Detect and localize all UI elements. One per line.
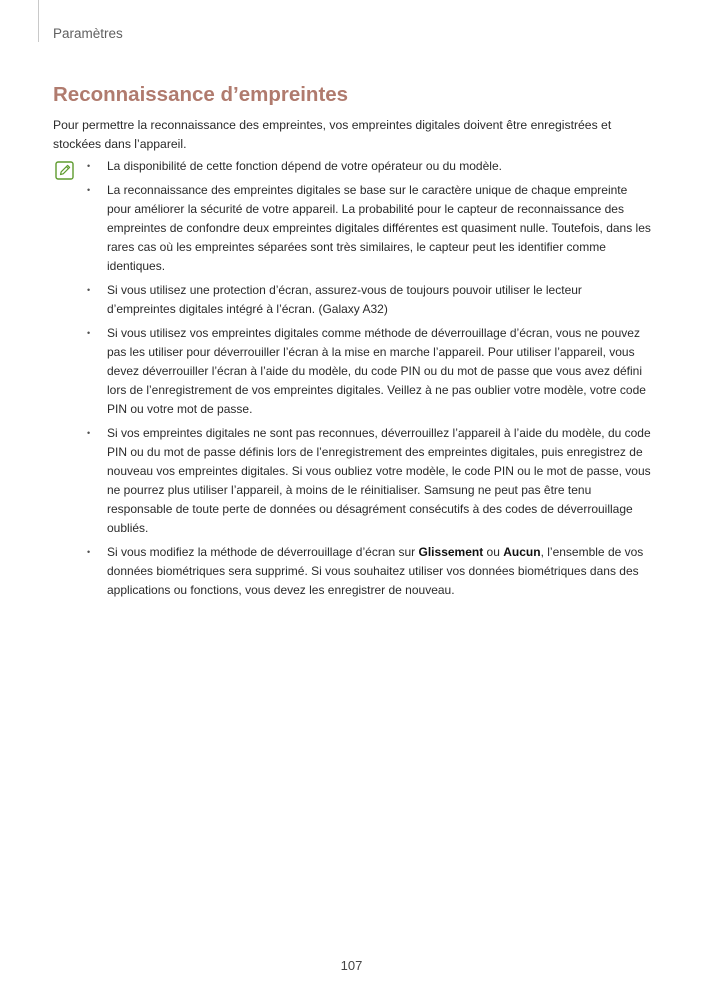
option-glissement: Glissement xyxy=(418,545,484,559)
option-aucun: Aucun xyxy=(503,545,541,559)
note-item xyxy=(87,281,651,319)
note-text: La disponibilité de cette fonction dépend de votre opérateur ou du modèle. xyxy=(107,159,502,173)
bullet-icon: • xyxy=(87,428,91,438)
header-divider xyxy=(38,0,39,42)
bullet-icon: • xyxy=(87,161,91,171)
note-item xyxy=(87,543,651,600)
note-text: La reconnaissance des empreintes digitales se base sur le caractère unique de chaque empreinte pour améliorer la sécurité de votre appareil. La probabilité pour le capteur de reconnaissance des empreintes de confondre deux empreintes digitales différentes est quasiment nulle. Toutefois, dans les rares cas où les empreintes séparées sont très similaires, le capteur peut les identifier comme identiques. xyxy=(107,183,651,273)
note-text-middle: ou xyxy=(483,545,504,559)
note-text: Si vos empreintes digitales ne sont pas reconnues, déverrouillez l’appareil à l’aide du modèle, du code PIN ou du mot de passe définis lors de l’enregistrement des empreintes digitales, puis enregistrez de nouveau vos empreintes digitales. Si vous oubliez votre modèle, le code PIN ou le mot de passe, vous ne pourrez plus utiliser l’appareil, à moins de le réinitialiser. Samsung ne peut pas être tenu responsable de toute perte de données ou désagrément consécutifs à des codes de déverrouillage oubliés. xyxy=(107,426,651,535)
notes-list xyxy=(87,157,651,605)
bullet-icon: • xyxy=(87,547,91,557)
note-text-after: , l’ensemble de vos données biométriques sera supprimé. Si vous souhaitez utiliser vos données biométriques dans des applications ou fonctions, vous devez les enregistrer de nouveau. xyxy=(107,545,644,597)
note-item xyxy=(87,157,651,176)
note-item xyxy=(87,181,651,276)
intro-paragraph: Pour permettre la reconnaissance des empreintes, vos empreintes digitales doivent être enregistrées et stockées dans l’appareil. xyxy=(53,118,612,151)
note-item xyxy=(87,324,651,419)
note-text-before: Si vous modifiez la méthode de déverrouillage d’écran sur xyxy=(107,545,419,559)
note-pencil-icon xyxy=(55,161,74,180)
note-text: Si vous utilisez une protection d’écran, assurez-vous de toujours pouvoir utiliser le lecteur d’empreintes digitales intégré à l’écran. (Galaxy A32) xyxy=(107,283,582,316)
note-item xyxy=(87,424,651,538)
bullet-icon: • xyxy=(87,328,91,338)
page-title: Reconnaissance d’empreintes xyxy=(53,83,349,106)
note-text: Si vous utilisez vos empreintes digitales comme méthode de déverrouillage d’écran, vous ne pouvez pas les utiliser pour déverrouiller l’écran à la mise en marche l’appareil. Pour utiliser l’appareil, vous devez déverrouiller l’écran à l’aide du modèle, du code PIN ou du mot de passe que vous avez défini lors de l’enregistrement de vos empreintes digitales. Veillez à ne pas oublier votre modèle, votre code PIN ou votre mot de passe. xyxy=(107,326,646,416)
bullet-icon: • xyxy=(87,285,91,295)
bullet-icon: • xyxy=(87,185,91,195)
page-number: 107 xyxy=(340,958,363,973)
section-label: Paramètres xyxy=(53,26,123,41)
